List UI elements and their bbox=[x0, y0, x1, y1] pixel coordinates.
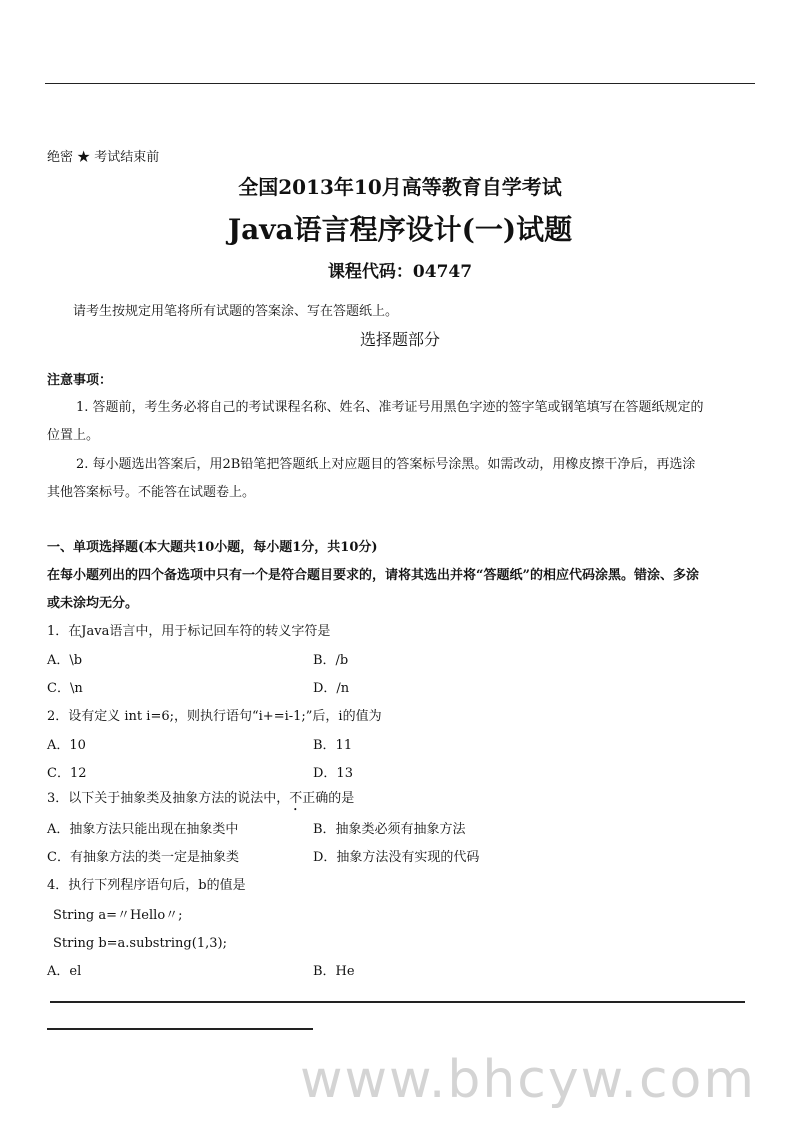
note-2-cont: 其他答案标号。不能答在试题卷上。 bbox=[47, 485, 256, 500]
course-code: 课程代码：04747 bbox=[327, 262, 473, 282]
option-b: B．11 bbox=[313, 738, 353, 753]
option-a: A．el bbox=[47, 964, 82, 979]
section-instruction: 在每小题列出的四个备选项中只有一个是符合题目要求的，请将其选出并将“答题纸”的相应代码涂黑。错涂、多涂 bbox=[47, 568, 699, 583]
note-1: 1. 答题前，考生务必将自己的考试课程名称、姓名、准考证号用黑色字迹的签字笔或钢笔填写在答题纸规定的 bbox=[76, 400, 704, 415]
option-a: A．\b bbox=[47, 653, 83, 668]
option-b: B．抽象类必须有抽象方法 bbox=[313, 822, 466, 837]
paper-title: Java语言程序设计(一)试题 bbox=[227, 213, 573, 246]
exam-title: 全国2013年10月高等教育自学考试 bbox=[238, 175, 562, 199]
question-3 bbox=[47, 791, 354, 814]
bottom-rule-short bbox=[47, 1028, 313, 1030]
emphasis-not: 不 bbox=[289, 791, 303, 806]
option-a: A．抽象方法只能出现在抽象类中 bbox=[47, 822, 239, 837]
option-d: D．抽象方法没有实现的代码 bbox=[313, 850, 480, 865]
watermark: www.bhcyw.com bbox=[300, 1050, 757, 1110]
section-instruction-cont: 或未涂均无分。 bbox=[47, 596, 139, 611]
code-line-1: String a=〃Hello〃; bbox=[53, 908, 183, 923]
option-a: A．10 bbox=[47, 738, 86, 753]
question-3-text: 3．以下关于抽象类及抽象方法的说法中， bbox=[47, 791, 290, 806]
top-rule bbox=[45, 83, 755, 84]
option-b: B．He bbox=[313, 964, 355, 979]
notes-heading: 注意事项： bbox=[47, 373, 113, 388]
code-line-2: String b=a.substring(1,3); bbox=[53, 936, 227, 951]
option-c: C．\n bbox=[47, 681, 83, 696]
question-3-text-end: 正确的是 bbox=[302, 791, 355, 806]
option-c: C．12 bbox=[47, 766, 87, 781]
option-b: B．/b bbox=[313, 653, 349, 668]
question-2: 2．设有定义 int i=6;，则执行语句“i+=i-1;”后，i的值为 bbox=[47, 709, 382, 724]
option-d: D．13 bbox=[313, 766, 353, 781]
option-d: D．/n bbox=[313, 681, 350, 696]
question-1: 1．在Java语言中，用于标记回车符的转义字符是 bbox=[47, 624, 331, 639]
part-title: 选择题部分 bbox=[359, 330, 440, 349]
instruction: 请考生按规定用笔将所有试题的答案涂、写在答题纸上。 bbox=[73, 304, 399, 319]
section-title: 一、单项选择题(本大题共10小题，每小题1分，共10分) bbox=[47, 540, 378, 555]
secret-label: 绝密 ★ 考试结束前 bbox=[47, 150, 160, 165]
note-2: 2. 每小题选出答案后，用2B铅笔把答题纸上对应题目的答案标号涂黑。如需改动，用橡皮擦干净后，再选涂 bbox=[76, 457, 696, 472]
note-1-cont: 位置上。 bbox=[47, 428, 100, 443]
question-4: 4．执行下列程序语句后，b的值是 bbox=[47, 878, 246, 893]
bottom-rule bbox=[50, 1001, 745, 1003]
option-c: C．有抽象方法的类一定是抽象类 bbox=[47, 850, 239, 865]
